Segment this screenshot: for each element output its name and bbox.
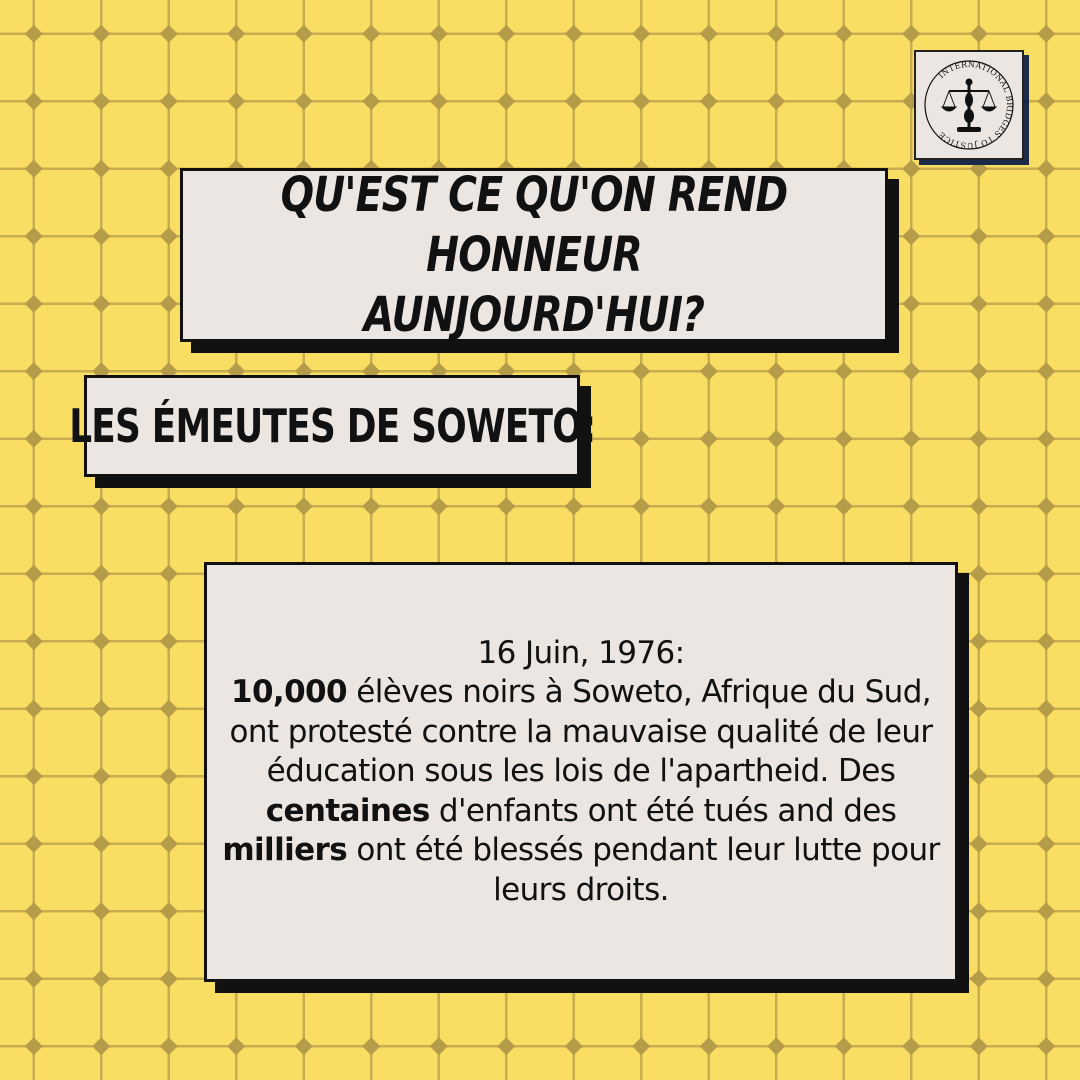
page-title — [246, 165, 822, 345]
title-line-1: QU'EST CE QU'ON REND HONNEUR — [280, 167, 788, 283]
scales-of-justice-icon — [942, 79, 996, 132]
logo-text: INTERNATIONAL BRIDGES TO JUSTICE — [936, 59, 1015, 151]
body-count: 10,000 — [230, 674, 347, 711]
logo — [914, 50, 1024, 160]
title-line-2: AUNJOURD'HUI? — [363, 287, 705, 343]
body-date: 16 Juin, 1976: — [477, 634, 685, 671]
body-hundreds: centaines — [265, 792, 430, 829]
svg-text:INTERNATIONAL BRIDGES TO JUSTI — [937, 60, 1014, 150]
body-text — [207, 634, 955, 911]
subtitle: LES ÉMEUTES DE SOWETO: — [68, 399, 596, 453]
subtitle-box — [68, 375, 596, 477]
body-box — [204, 562, 958, 982]
body-text-1: élèves noirs à Soweto, Afrique du Sud, ont protesté contre la mauvaise qualité de leur éducation sous les lois de l'apartheid. Des — [229, 674, 933, 790]
body-thousands: milliers — [222, 832, 348, 869]
title-box — [180, 168, 888, 342]
logo-badge — [916, 52, 1022, 158]
body-text-2: d'enfants ont été tués and des — [429, 792, 897, 829]
body-text-3: ont été blessés pendant leur lutte pour leurs droits. — [347, 832, 940, 908]
